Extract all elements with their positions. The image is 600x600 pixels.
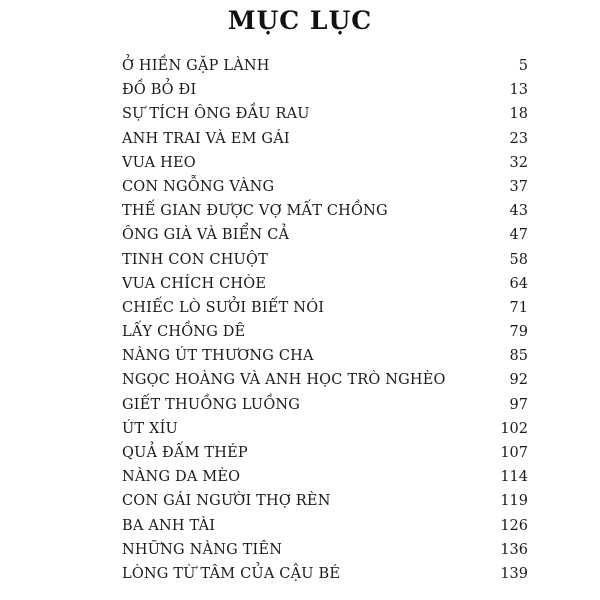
toc-entry-page: 85: [509, 348, 528, 365]
toc-entry: [122, 514, 528, 538]
toc-entry-title: NÀNG DA MÈO: [122, 469, 241, 486]
toc-entry: [122, 368, 528, 392]
toc-entry-title: THẾ GIAN ĐƯỢC VỢ MẤT CHỒNG: [122, 203, 388, 220]
toc-entry: [122, 151, 528, 175]
toc-entry-page: 92: [509, 372, 528, 389]
toc-entry: [122, 441, 528, 465]
toc-entry: [122, 223, 528, 247]
toc-entry: [122, 465, 528, 489]
toc-entry-title: LẤY CHỒNG DÊ: [122, 324, 246, 341]
toc-entry-page: 119: [500, 493, 528, 510]
toc-entry: [122, 102, 528, 126]
toc-entry: [122, 272, 528, 296]
toc-entry: [122, 199, 528, 223]
toc-entry: [122, 296, 528, 320]
toc-entry-title: CON GÁI NGƯỜI THỢ RÈN: [122, 493, 331, 510]
toc-entry-title: QUẢ ĐẤM THÉP: [122, 445, 248, 461]
toc-entry: [122, 248, 528, 272]
toc-entry-title: ĐỒ BỎ ĐI: [122, 82, 197, 99]
table-of-contents: [122, 54, 528, 586]
toc-entry-page: 37: [509, 178, 528, 195]
toc-entry-title: NÀNG ÚT THƯƠNG CHA: [122, 348, 314, 365]
toc-entry-title: ÔNG GIÀ VÀ BIỂN CẢ: [122, 227, 290, 244]
toc-entry-page: 5: [518, 58, 528, 74]
toc-entry: [122, 175, 528, 199]
toc-entry-title: Ở HIỀN GẶP LÀNH: [122, 58, 270, 74]
toc-entry-page: 114: [500, 469, 528, 486]
toc-entry-page: 102: [500, 420, 528, 437]
toc-entry-title: CHIẾC LÒ SƯỞI BIẾT NÓI: [122, 299, 325, 316]
toc-entry: [122, 54, 528, 78]
toc-entry: [122, 78, 528, 102]
toc-entry-page: 139: [500, 565, 528, 582]
toc-entry-page: 47: [509, 227, 528, 244]
toc-entry-page: 32: [509, 154, 528, 171]
toc-entry: [122, 127, 528, 151]
toc-entry-page: 58: [509, 251, 528, 268]
toc-entry-page: 43: [509, 203, 528, 220]
toc-entry-page: 13: [509, 82, 528, 99]
page-title: MỤC LỤC: [227, 6, 373, 35]
toc-entry: [122, 344, 528, 368]
toc-entry-page: 136: [500, 541, 528, 558]
toc-entry-page: 107: [500, 445, 528, 461]
toc-entry-page: 79: [509, 324, 528, 341]
toc-entry-title: VUA CHÍCH CHÒE: [122, 275, 267, 292]
toc-entry-title: ANH TRAI VÀ EM GÁI: [122, 130, 290, 147]
toc-entry-page: 18: [509, 106, 528, 123]
toc-entry-title: NHỮNG NÀNG TIÊN: [122, 541, 283, 558]
toc-entry: [122, 417, 528, 441]
toc-entry-page: 23: [509, 130, 528, 147]
toc-entry: [122, 562, 528, 586]
toc-entry-title: CON NGỖNG VÀNG: [122, 178, 275, 195]
toc-entry: [122, 393, 528, 417]
toc-entry-page: 71: [509, 299, 528, 316]
toc-entry-title: ÚT XÍU: [122, 420, 178, 437]
toc-entry-title: GIẾT THUỒNG LUỒNG: [122, 396, 301, 413]
toc-entry-page: 97: [509, 396, 528, 413]
toc-entry-title: VUA HEO: [122, 154, 196, 171]
toc-entry: [122, 320, 528, 344]
toc-entry-page: 64: [509, 275, 528, 292]
toc-entry-title: BA ANH TÀI: [122, 517, 216, 534]
toc-entry-page: 126: [500, 517, 528, 534]
toc-entry-title: LÒNG TỪ TÂM CỦA CẬU BÉ: [122, 565, 341, 582]
toc-entry: [122, 489, 528, 513]
toc-entry-title: SỰ TÍCH ÔNG ĐẦU RAU: [122, 106, 310, 123]
toc-entry-title: NGỌC HOÀNG VÀ ANH HỌC TRÒ NGHÈO: [122, 372, 446, 389]
toc-entry-title: TINH CON CHUỘT: [122, 251, 268, 268]
toc-entry: [122, 538, 528, 562]
